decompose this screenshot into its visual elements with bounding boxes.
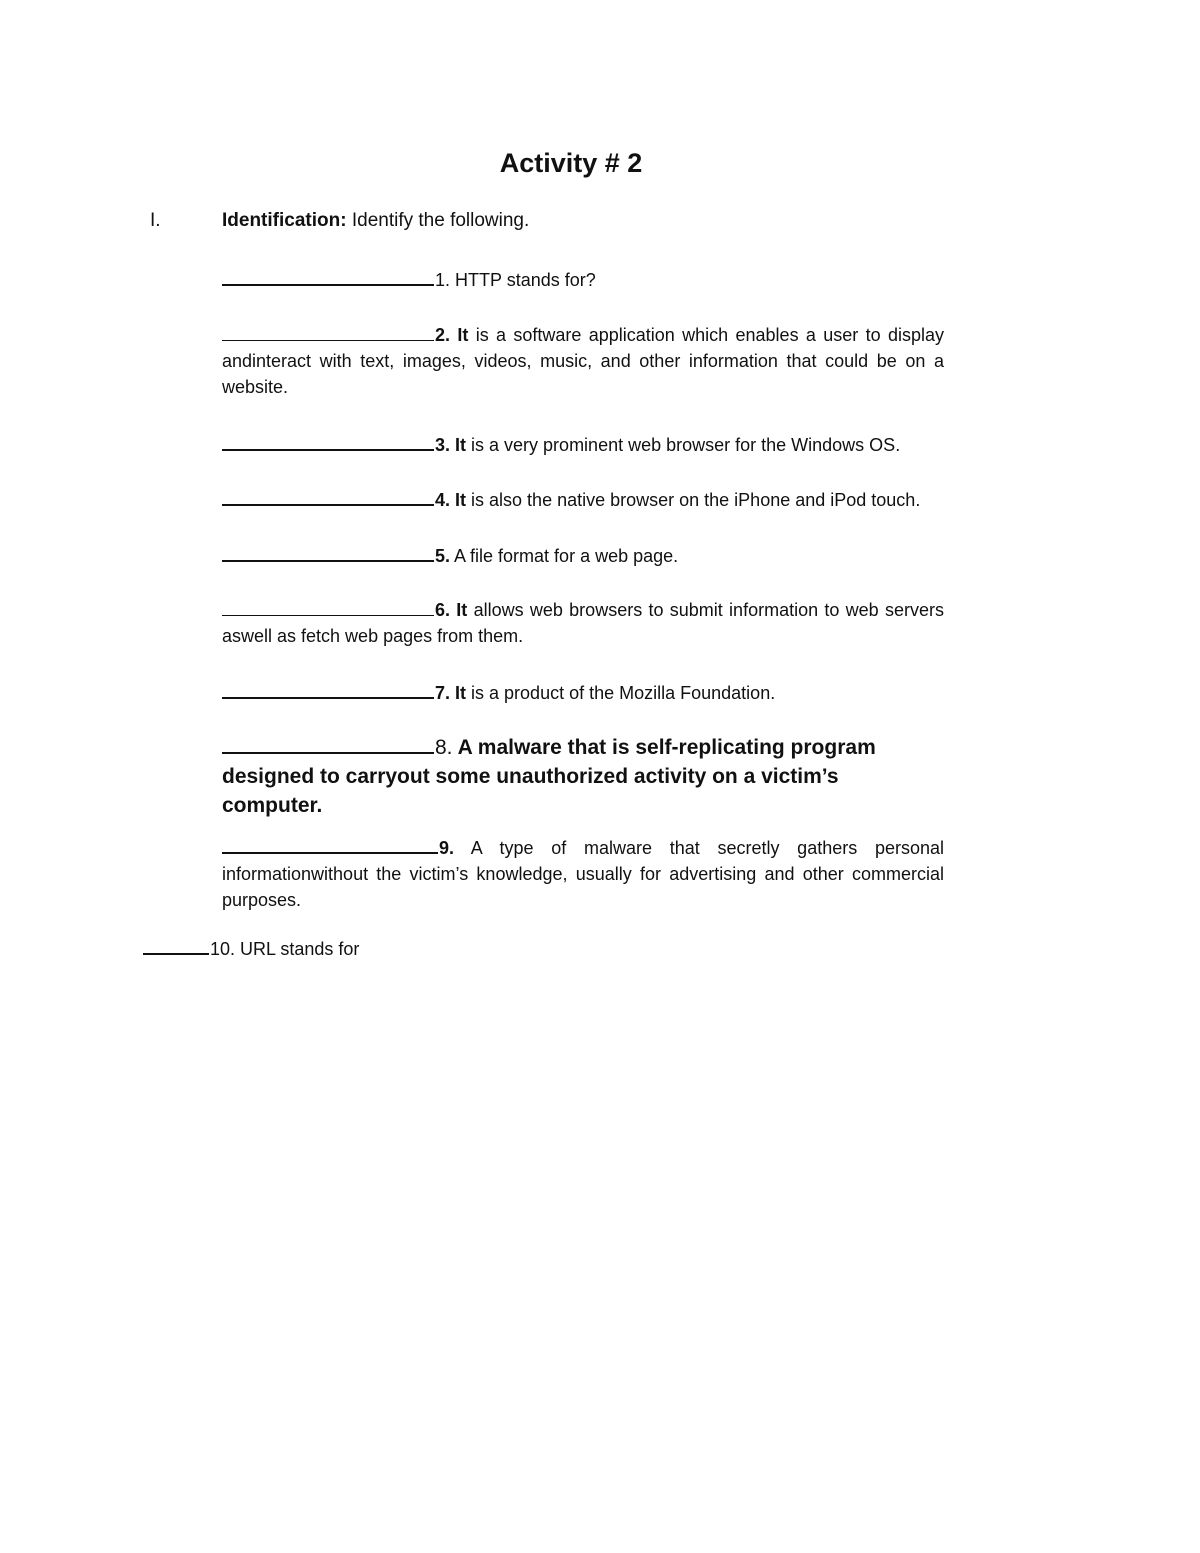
question-lead: It xyxy=(455,683,467,703)
question-text: is a very prominent web browser for the Windows OS. xyxy=(466,435,901,455)
question-lead: It xyxy=(457,325,469,345)
question-number: 10. xyxy=(210,939,236,959)
page-title: Activity # 2 xyxy=(499,148,643,178)
answer-blank-3[interactable] xyxy=(222,431,434,451)
question-7 xyxy=(222,679,944,706)
question-number: 5. xyxy=(435,546,451,566)
question-number: 9. xyxy=(439,838,455,858)
question-text: A type of malware that secretly gathers personal informationwithout the victim’s knowledge, usually for advertising and other commercial purposes. xyxy=(222,838,944,910)
question-3 xyxy=(222,431,944,458)
answer-blank-5[interactable] xyxy=(222,542,434,562)
question-lead: It xyxy=(456,600,468,620)
section-numeral: I. xyxy=(150,210,161,231)
answer-blank-8[interactable] xyxy=(222,734,434,754)
question-text: URL stands for xyxy=(235,939,360,959)
question-4 xyxy=(222,486,944,513)
answer-blank-7[interactable] xyxy=(222,679,434,699)
question-lead: It xyxy=(455,435,467,455)
answer-blank-2[interactable] xyxy=(222,322,434,341)
question-number: 8. xyxy=(435,736,453,759)
answer-blank-1[interactable] xyxy=(222,266,434,286)
question-number: 6. xyxy=(435,600,451,620)
question-9 xyxy=(222,834,944,913)
question-text: A malware that is self-replicating program designed to carryout some unauthorized activity on a victim’s computer. xyxy=(222,736,876,817)
question-2 xyxy=(222,322,944,400)
question-5 xyxy=(222,542,944,569)
question-number: 2. xyxy=(435,325,451,345)
question-text: A file format for a web page. xyxy=(450,546,679,566)
answer-blank-4[interactable] xyxy=(222,486,434,506)
question-text: HTTP stands for? xyxy=(450,270,596,290)
section-instruction: Identify the following. xyxy=(351,210,530,231)
question-text: allows web browsers to submit information to web servers aswell as fetch web pages from them. xyxy=(222,600,944,646)
question-text: is a software application which enables a user to display andinteract with text, images, videos, music, and other information that could be on a website. xyxy=(222,325,944,397)
question-number: 4. xyxy=(435,490,451,510)
answer-blank-10[interactable] xyxy=(143,935,209,955)
question-1 xyxy=(222,266,944,293)
question-lead: It xyxy=(455,490,467,510)
question-number: 3. xyxy=(435,435,451,455)
question-number: 7. xyxy=(435,683,451,703)
question-10 xyxy=(143,935,643,962)
question-number: 1. xyxy=(435,270,451,290)
question-text: is also the native browser on the iPhone and iPod touch. xyxy=(466,490,921,510)
answer-blank-9[interactable] xyxy=(222,834,438,854)
answer-blank-6[interactable] xyxy=(222,597,434,616)
section-heading-row xyxy=(150,210,529,232)
question-8 xyxy=(222,733,944,820)
question-6 xyxy=(222,597,944,649)
question-text: is a product of the Mozilla Foundation. xyxy=(466,683,776,703)
section-heading: Identification: xyxy=(222,210,347,231)
